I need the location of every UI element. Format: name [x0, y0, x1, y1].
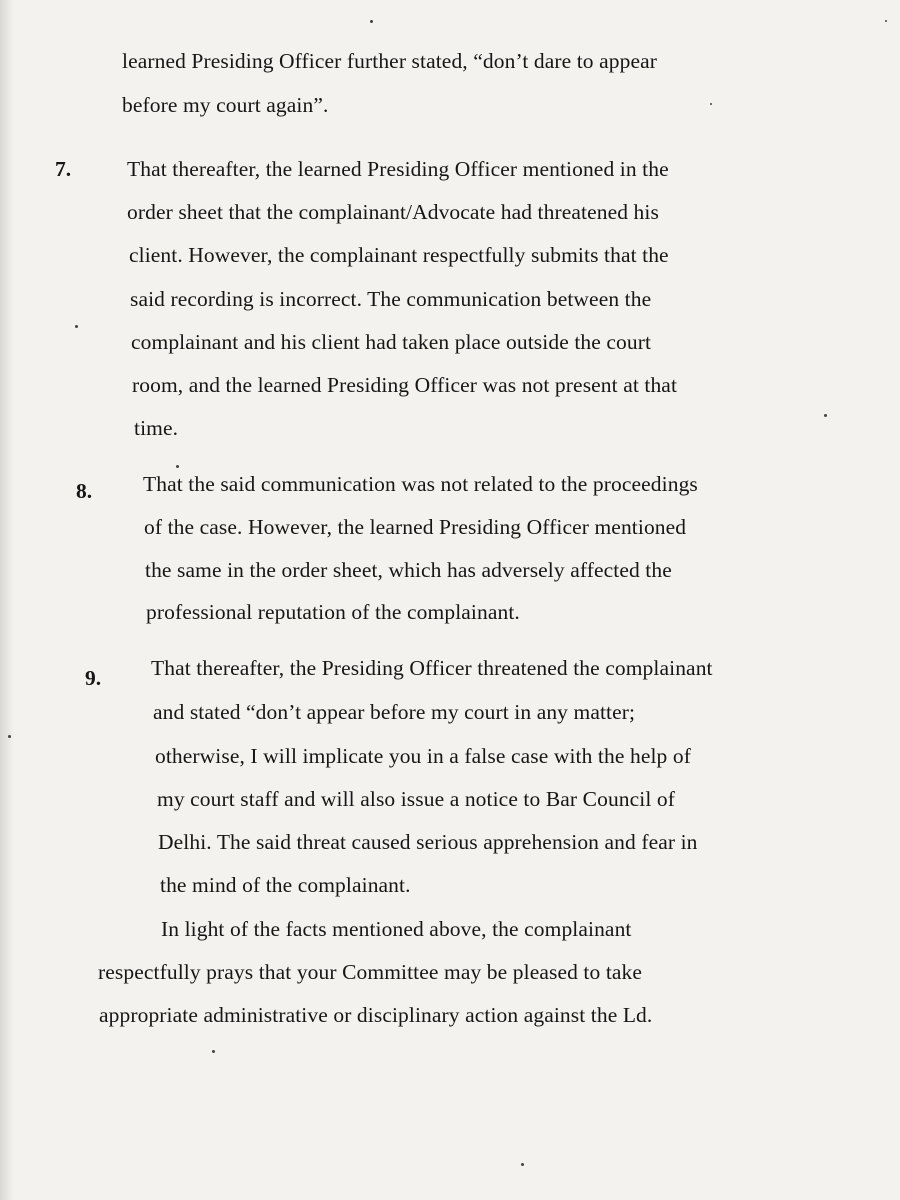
- paragraph-9-line: my court staff and will also issue a notice to Bar Council of: [157, 787, 676, 811]
- paragraph-8-line: the same in the order sheet, which has adversely affected the: [145, 558, 672, 582]
- paragraph-7-line: complainant and his client had taken place outside the court: [131, 330, 652, 354]
- scan-speck: [370, 20, 373, 23]
- paragraph-9-line: the mind of the complainant.: [160, 873, 411, 897]
- paragraph-7-line: time.: [134, 416, 179, 440]
- intro-line: learned Presiding Officer further stated, “don’t dare to appear: [122, 49, 658, 73]
- paragraph-8-line: That the said communication was not related to the proceedings: [143, 472, 698, 496]
- prayer-line: respectfully prays that your Committee may be pleased to take: [98, 960, 643, 984]
- paragraph-9-line: otherwise, I will implicate you in a false case with the help of: [155, 744, 691, 768]
- paragraph-number-9: 9.: [85, 666, 102, 690]
- paragraph-number-7: 7.: [55, 157, 72, 181]
- scan-speck: [521, 1163, 524, 1166]
- scan-speck: [212, 1050, 215, 1053]
- paragraph-7-line: said recording is incorrect. The communication between the: [130, 287, 652, 311]
- prayer-line: In light of the facts mentioned above, the complainant: [161, 917, 632, 941]
- paragraph-8-line: of the case. However, the learned Presiding Officer mentioned: [144, 515, 687, 539]
- paragraph-8-line: professional reputation of the complainant.: [146, 600, 520, 624]
- paragraph-9-line: Delhi. The said threat caused serious apprehension and fear in: [158, 830, 698, 854]
- paragraph-number-8: 8.: [76, 479, 93, 503]
- intro-line: before my court again”.: [122, 93, 329, 117]
- scan-speck: [8, 735, 11, 738]
- paragraph-9-line: That thereafter, the Presiding Officer threatened the complainant: [151, 656, 713, 680]
- scan-speck: [176, 465, 179, 468]
- scan-speck: [75, 325, 78, 328]
- paragraph-9-line: and stated “don’t appear before my court in any matter;: [153, 700, 636, 724]
- paragraph-7-line: That thereafter, the learned Presiding Officer mentioned in the: [127, 157, 669, 181]
- scan-speck: [710, 103, 712, 105]
- scan-speck: [885, 20, 887, 22]
- scan-speck: [824, 414, 827, 417]
- paragraph-7-line: room, and the learned Presiding Officer was not present at that: [132, 373, 678, 397]
- paragraph-7-line: client. However, the complainant respectfully submits that the: [129, 243, 669, 267]
- prayer-line: appropriate administrative or disciplinary action against the Ld.: [99, 1003, 653, 1027]
- paragraph-7-line: order sheet that the complainant/Advocate had threatened his: [127, 200, 659, 224]
